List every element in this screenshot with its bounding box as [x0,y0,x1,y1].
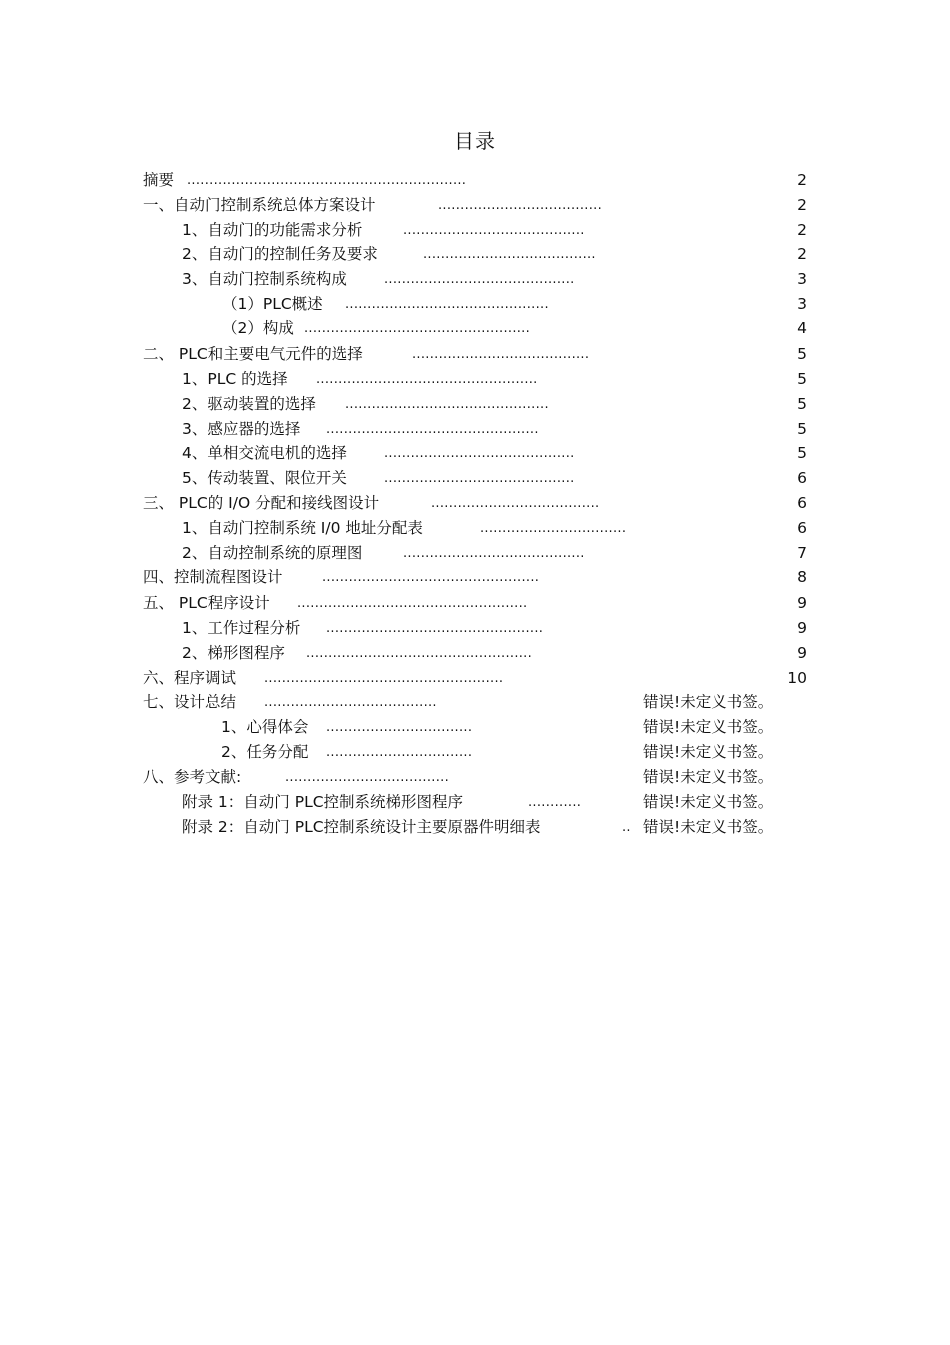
toc-entry [0,466,950,490]
toc-entry [0,715,950,739]
toc-page-number: 2 [797,196,807,214]
toc-entry [0,316,950,340]
toc-page-number: 3 [797,270,807,288]
toc-page-number: 6 [797,519,807,537]
toc-entry-text: 摘要 [143,171,175,189]
toc-entry [0,392,950,416]
toc-entry-text: 附录 2：自动门 PLC控制系统设计主要原器件明细表 [182,818,541,836]
toc-entry-text: 4、单相交流电机的选择 [182,444,347,462]
toc-entry-text: 三、 PLC的 I/O 分配和接线图设计 [143,494,380,512]
toc-entry [0,417,950,441]
toc-entry-text: 七、设计总结 [143,693,237,711]
toc-entry [0,292,950,316]
toc-page-number: 3 [797,295,807,313]
toc-entry-text: 1、自动门的功能需求分析 [182,221,363,239]
toc-entry-text: 3、自动门控制系统构成 [182,270,347,288]
toc-entry-text: 2、驱动装置的选择 [182,395,316,413]
toc-entry [0,565,950,589]
toc-page-number: 2 [797,245,807,263]
toc-entry [0,441,950,465]
toc-entry-text: 六、程序调试 [143,669,237,687]
toc-page-number: 6 [797,469,807,487]
toc-leader-dots: .............................................. [345,397,549,412]
toc-page-number: 4 [797,319,807,337]
toc-entry [0,641,950,665]
toc-entry-text: （1）PLC概述 [222,295,323,313]
toc-page-number: 5 [797,370,807,388]
toc-leader-dots: ................................................ [326,422,539,437]
toc-page-error: 错误!未定义书签。 [643,718,774,736]
toc-leader-dots: ............................................................... [187,173,467,188]
toc-entry [0,740,950,764]
toc-page-number: 6 [797,494,807,512]
toc-leader-dots: .. [622,820,631,835]
toc-entry [0,591,950,615]
toc-entry [0,168,950,192]
toc-page-error: 错误!未定义书签。 [643,743,774,761]
toc-leader-dots: ..................................... [285,770,449,785]
toc-leader-dots: .................................................. [316,372,538,387]
toc-leader-dots: ........................................... [384,272,575,287]
toc-page-number: 2 [797,221,807,239]
toc-entry-text: 一、自动门控制系统总体方案设计 [143,196,376,214]
toc-entry [0,790,950,814]
toc-entry-text: 八、参考文献: [143,768,242,786]
toc-entry [0,815,950,839]
toc-leader-dots: ...................................................... [264,671,504,686]
toc-entry [0,193,950,217]
toc-leader-dots: ......................................... [403,546,585,561]
toc-leader-dots: .................................................... [297,596,528,611]
toc-entry [0,491,950,515]
toc-page-number: 9 [797,644,807,662]
toc-entry-text: 2、任务分配 [221,743,309,761]
toc-page-error: 错误!未定义书签。 [643,693,774,711]
toc-leader-dots: ........................................ [412,347,590,362]
toc-entry-text: 2、自动门的控制任务及要求 [182,245,378,263]
toc-entry [0,267,950,291]
toc-entry [0,616,950,640]
toc-page-number: 5 [797,345,807,363]
toc-page-number: 2 [797,171,807,189]
toc-entry-text: 5、传动装置、限位开关 [182,469,347,487]
toc-leader-dots: ................................................. [322,570,540,585]
toc-leader-dots: ................................................. [326,621,544,636]
toc-entry [0,342,950,366]
toc-leader-dots: ....................................... [423,247,596,262]
toc-entry [0,516,950,540]
toc-leader-dots: ...................................... [431,496,600,511]
toc-leader-dots: ........................................... [384,446,575,461]
toc-entry [0,666,950,690]
toc-page-number: 5 [797,395,807,413]
toc-entry-text: 1、工作过程分析 [182,619,301,637]
toc-page-number: 8 [797,568,807,586]
toc-entry-text: （2）构成 [222,319,294,337]
toc-entry [0,367,950,391]
toc-entry [0,541,950,565]
toc-entry [0,218,950,242]
toc-entry-text: 2、梯形图程序 [182,644,285,662]
toc-title: 目录 [454,129,496,153]
toc-entry [0,242,950,266]
toc-leader-dots: ........................................... [384,471,575,486]
toc-page-number: 10 [787,669,807,687]
toc-leader-dots: .............................................. [345,297,549,312]
toc-page-number: 7 [797,544,807,562]
toc-leader-dots: ................................. [326,745,473,760]
toc-entry-text: 二、 PLC和主要电气元件的选择 [143,345,363,363]
toc-leader-dots: ......................................... [403,223,585,238]
toc-entry [0,690,950,714]
toc-page-number: 5 [797,444,807,462]
toc-page-number: 9 [797,619,807,637]
toc-page-error: 错误!未定义书签。 [643,768,774,786]
toc-leader-dots: ............ [528,795,582,810]
toc-page-error: 错误!未定义书签。 [643,793,774,811]
toc-leader-dots: ....................................... [264,695,437,710]
toc-entry-text: 四、控制流程图设计 [143,568,283,586]
toc-leader-dots: ................................................... [304,321,531,336]
toc-entry-text: 1、PLC 的选择 [182,370,288,388]
toc-entry-text: 1、自动门控制系统 I/0 地址分配表 [182,519,423,537]
toc-entry-text: 五、 PLC程序设计 [143,594,270,612]
toc-page-number: 9 [797,594,807,612]
toc-entry [0,765,950,789]
toc-leader-dots: ................................................... [306,646,533,661]
toc-page-error: 错误!未定义书签。 [643,818,774,836]
toc-entry-text: 2、自动控制系统的原理图 [182,544,363,562]
toc-leader-dots: ................................. [480,521,627,536]
toc-entry-text: 附录 1：自动门 PLC控制系统梯形图程序 [182,793,464,811]
toc-entry-text: 1、心得体会 [221,718,309,736]
toc-entry-text: 3、感应器的选择 [182,420,301,438]
toc-leader-dots: ................................. [326,720,473,735]
toc-leader-dots: ..................................... [438,198,602,213]
toc-page-number: 5 [797,420,807,438]
